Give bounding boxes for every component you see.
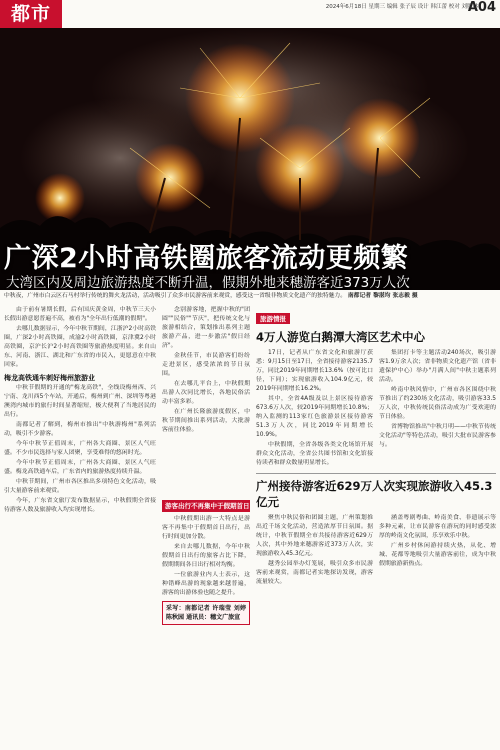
paragraph: 岭南中秋风情中，广州市各区围绕中秋节推出了约230场文化活动，吸引游客33.5万人次，中秋传统民俗活动成为广受欢迎的节日体验。 [379, 387, 496, 420]
middle-column-lower [162, 515, 250, 625]
masthead [0, 0, 500, 28]
paragraph: 中秋节假期的开通的"梅龙高铁"，全线设梅州西、兴宁南、龙川西5个车站，开通后，梅州到广州、深圳等粤港澳湾内城市的旅行时间显著缩短，极大便利了当地居民的出行。 [4, 385, 156, 418]
story-title: 广州接待游客近629万人次实现旅游收入45.3亿元 [256, 479, 493, 509]
story-column [256, 349, 373, 469]
story-column [379, 514, 496, 588]
main-headline: 广深2小时高铁圈旅客流动更频繁 [4, 243, 409, 274]
paragraph: 其中，全省4A级及以上景区接待游客673.6万人次，较2019年同期增长10.8%；纳入监测的113家红色旅游景区接待游客51.3万人次，同比2019年同期增长10.9%。 [256, 396, 373, 438]
divider [256, 473, 496, 474]
story-body [256, 514, 496, 588]
hero-photo [0, 28, 500, 290]
caption-text: 中秋夜，广州市白云区石马村举行传统的舞火龙活动，活动吸引了众多市民游客前来观赏，感受这一省级非物质文化遗产的独特魅力。 [4, 293, 347, 299]
paragraph: 集团打卡等主题活动240场次，吸引游客1.9万余人次；省非物质文化遗产馆（省非遗保护中心）举办"月满人间"中秋主题系列活动。 [379, 350, 496, 383]
paragraph: 来自去哪儿数据，今年中秋假期首日出行的旅客占比下降，假期期间各日出行相对均衡。 [162, 544, 250, 568]
photo-caption [4, 292, 496, 300]
story-title: 4万人游览白鹅潭大湾区艺术中心 [256, 330, 425, 344]
paragraph: 念别游客地，把握中秋的"团圆""民俗""节庆"，把传统文化与旅游相结合，策划推出系列主题旅游产品，进一步激活"假日经济"。 [162, 307, 250, 349]
paragraph: 中秋节期间，广州市各区推出多项特色文化活动，吸引大量游客前来观赏。 [4, 479, 156, 494]
date-line: 2024年6月18日 星期三 编辑 张子辰 设计 韩江蕾 校对 刘胜林 [325, 4, 478, 10]
left-column [4, 306, 156, 516]
section-banner: 游客出行不再集中于假期首日 [162, 500, 250, 512]
right-area [256, 306, 496, 588]
reporter-credit: 采写：南都记者 许瑞莹 刘婷 陈秋园 通讯员：穗文广旅宣 [162, 601, 250, 625]
section-subtitle: 梅龙高铁通车刺好梅州旅游业 [4, 374, 95, 382]
middle-column [162, 306, 250, 436]
paragraph: 聚焦中秋民俗和团圆主题，广州策划推出近千场文化活动，营造浓厚节日氛围。据统计，中秋节假期全市共接待游客近629万人次，其中外地来穗游客近373万人次，实现旅游收入45.3亿元。 [256, 515, 373, 557]
paragraph: 中秋假期出游一大特点是游客不再集中于假期首日出行，出行时间更加分散。 [162, 516, 250, 540]
paragraph: 省博物馆推出"中秋月明——中秋节传统文化活动"等特色活动，吸引大批市民游客参与。 [379, 424, 496, 448]
section-tag: 都市 [0, 0, 62, 28]
story-column [379, 349, 496, 469]
paragraph: 在去哪儿平台上，中秋假期出游人次同比增长，各地民俗活动丰富多彩。 [162, 381, 250, 405]
page-number: A04 [467, 0, 496, 15]
paragraph: 一位旅游业内人士表示，这种错峰出游的现象越来越普遍，游客的出游体验也随之提升。 [162, 572, 250, 596]
story-body [256, 349, 496, 469]
sub-headline: 大湾区内及周边旅游热度不断升温，假期外地来穗游客近373万人次 [6, 275, 410, 290]
caption-credit: 南都记者 黎湛均 张志毅 摄 [347, 293, 418, 299]
paragraph: 广州乡村休闲游持续火热，从化、增城、花都等地吸引大量游客前往，成为中秋假期旅游新热点。 [379, 543, 496, 567]
paragraph: 金秋佳节，市民游客们纷纷走进景区，感受浓浓的节日氛围。 [162, 353, 250, 377]
paragraph: 去哪儿数据显示，今年中秋节期间，江浙沪2小时高铁圈，广深2小时高铁圈，成渝2小时高铁圈，京津冀2小时高铁圈，京沪长沪2小时高铁圈等旅游热度明显。来自山东、河南、浙江、湖北和广东省的市民入，更愿意在中秋回家。 [4, 326, 156, 368]
paragraph: 由于前有暑期长假，后有国庆黄金周，中秋节三天小长假出游意愿普遍不高，被看为"全年出行低潮的假期"。 [4, 307, 156, 322]
paragraph: 今年中秋节正值周末，广州各大商圈、景区人气旺盛。不少市民选择与家人团聚，享受难得的悠闲时光。 [4, 441, 156, 456]
story-column [256, 514, 373, 588]
paragraph: 南都记者了解到，梅州市推出"中秋游梅州"系列活动，吸引不少游客。 [4, 422, 156, 437]
paragraph: 中秋假期，全省各级各类文化场馆开展群众文化活动，全省公共图书馆和文化馆接待读者和群众数量明显增长。 [256, 442, 373, 466]
paragraph: 涵盖粤剧粤曲、岭南美食、非遗展示等多种元素，让市民游客在游玩的同时感受浓厚的岭南文化氛围，乐享欢乐中秋。 [379, 515, 496, 539]
paragraph: 今年中秋节正值周末，广州各大商圈、景区人气旺盛。梅龙高铁通车后，广东省内的旅游热度持续升温。 [4, 460, 156, 475]
paragraph: 在广州长隆旅游度假区，中秋节期间推出系列活动，大批游客前往体验。 [162, 409, 250, 433]
paragraph: 今年，广东省文旅厅发布数据显示，中秋假期全省接待游客人数及旅游收入均实现增长。 [4, 498, 156, 513]
paragraph: 17日，记者从广东省文化和旅游厅获悉：9月15日至17日，全省接待游客2135.7万，同比2019年同期增长13.6%（按可比口径，下同）；实现旅游收入104.9亿元，较2019年同期增长16.2%。 [256, 350, 373, 392]
column-tag: 旅游情报 [256, 313, 290, 324]
paragraph: 越秀公园举办灯笼展，吸引众多市民游客前来观赏，南都记者实地探访发现，游客流量较大。 [256, 561, 373, 585]
